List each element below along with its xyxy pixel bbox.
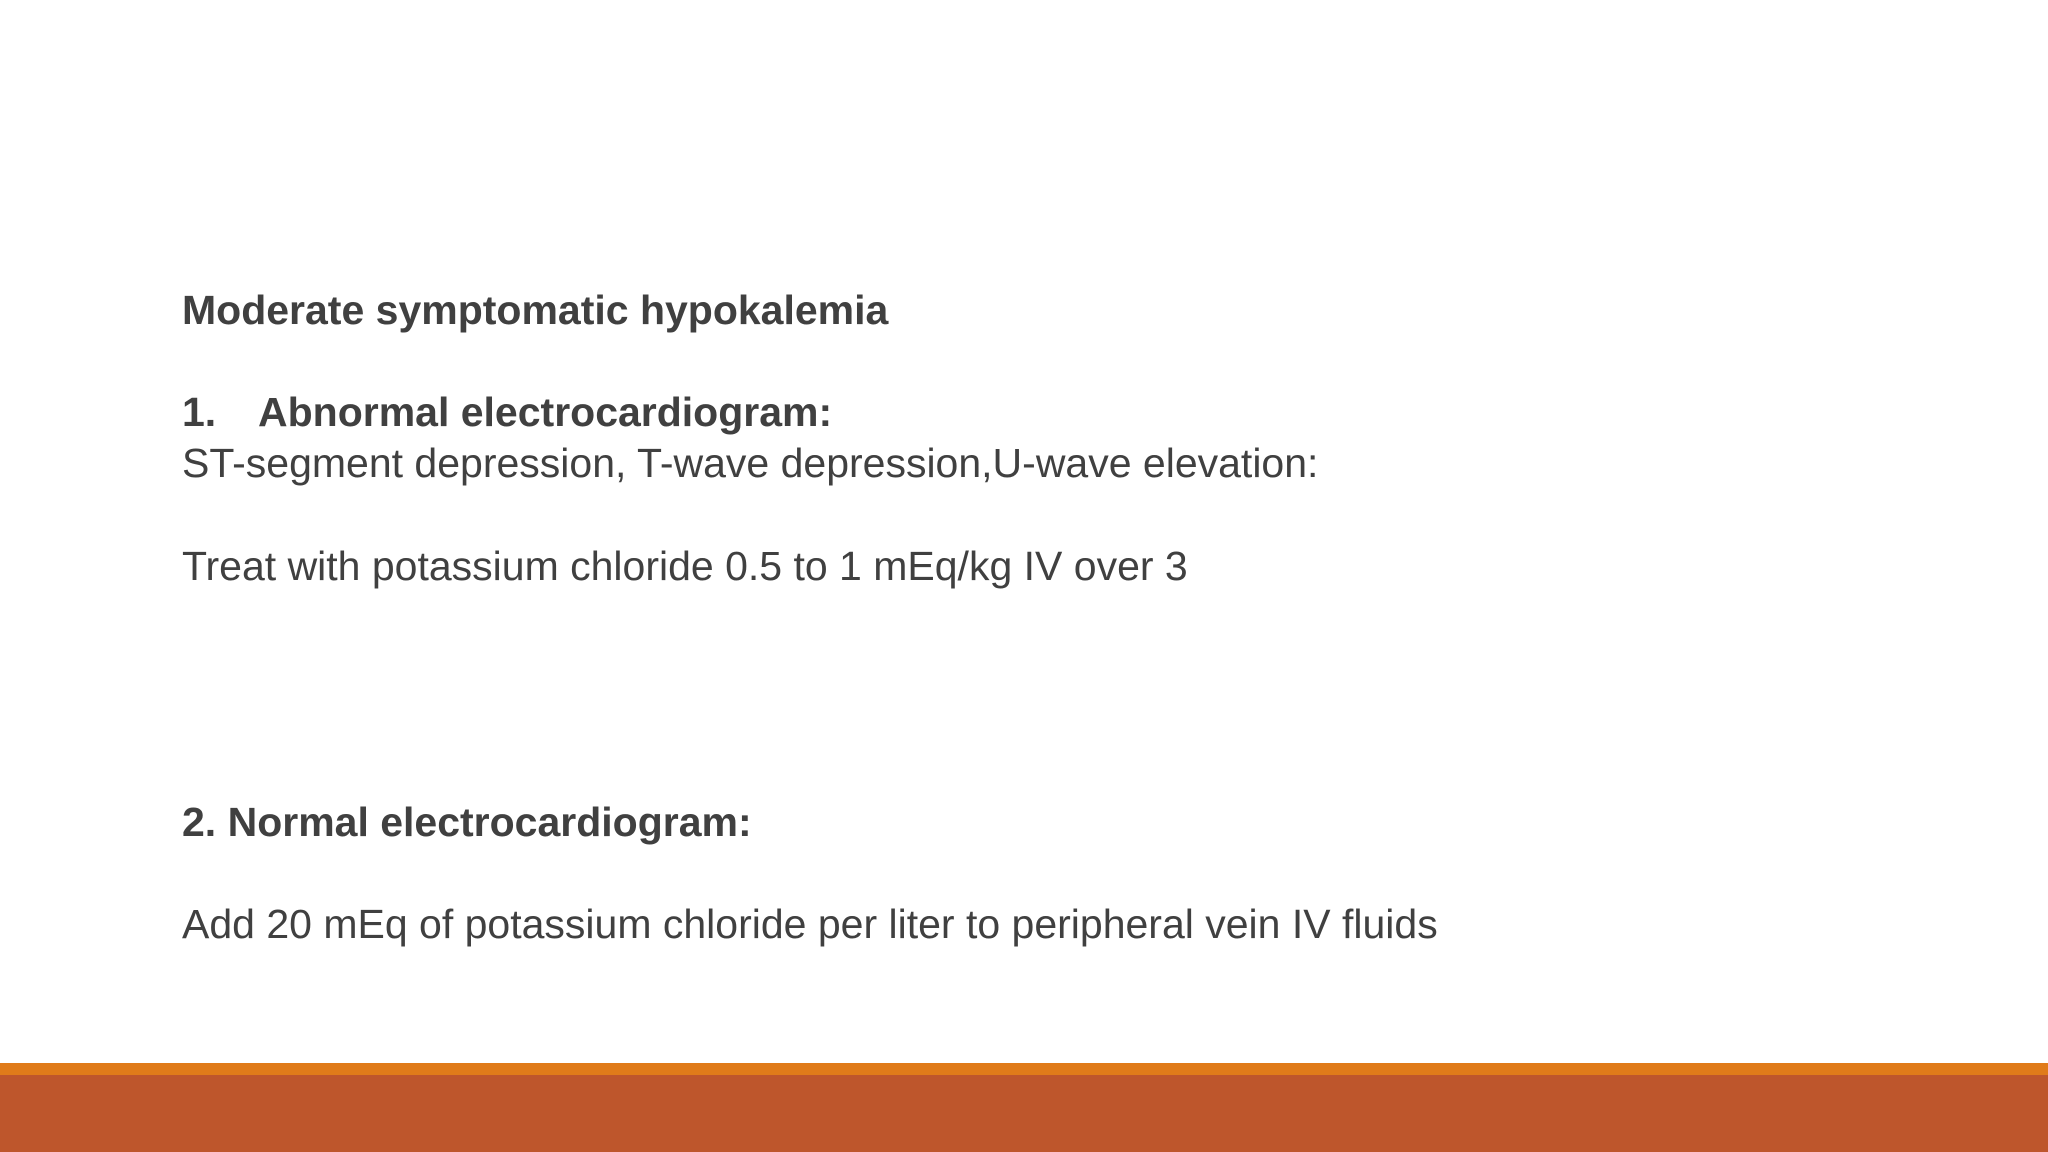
item-1-title-row: [182, 388, 832, 436]
item-1-number: 1.: [182, 389, 217, 435]
footer-accent-band: [0, 1063, 2048, 1075]
item-1-treatment: Treat with potassium chloride 0.5 to 1 mEq/kg IV over 3: [182, 543, 1188, 589]
item-1-title: Abnormal electrocardiogram:: [258, 389, 833, 435]
item-1-findings: ST-segment depression, T-wave depression,U-wave elevation:: [182, 440, 1319, 486]
item-2-title: 2. Normal electrocardiogram:: [182, 799, 752, 845]
slide-heading: Moderate symptomatic hypokalemia: [182, 287, 889, 333]
footer-band: [0, 1075, 2048, 1152]
item-2-treatment: Add 20 mEq of potassium chloride per liter to peripheral vein IV fluids: [182, 901, 1438, 947]
